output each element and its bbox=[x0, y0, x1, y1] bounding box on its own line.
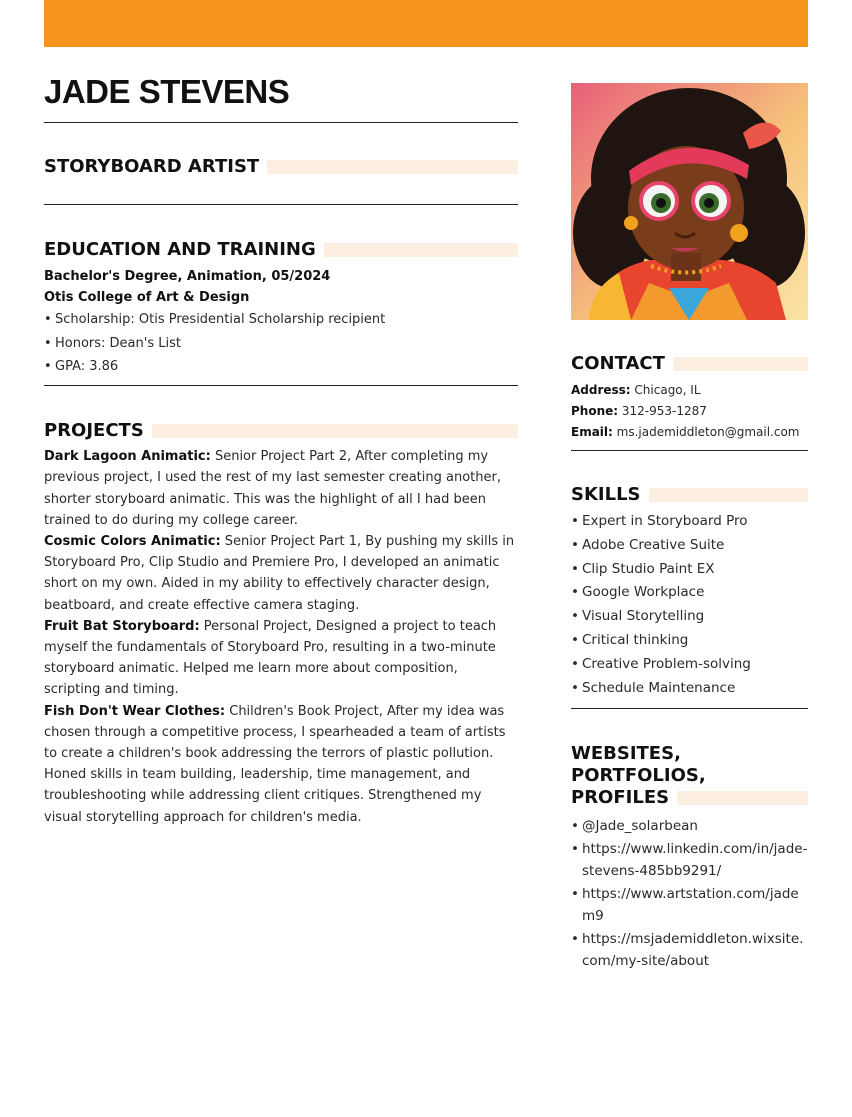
project-description: Senior Project Part 1, By pushing my skills in Storyboard Pro, Clip Studio and Premiere Pro, I developed an animatic short on my own. Aided in my ability to effectively character design, beatboard, and create effective camera staging. bbox=[44, 533, 515, 613]
project-item bbox=[44, 701, 518, 828]
contact-heading bbox=[571, 353, 808, 375]
websites-heading-text-1: WEBSITES, PORTFOLIOS, bbox=[571, 743, 706, 787]
project-title: Fish Don't Wear Clothes: bbox=[44, 703, 226, 719]
contact-heading-text: CONTACT bbox=[571, 353, 665, 374]
project-description: Senior Project Part 2, After completing my previous project, I used the rest of my last semester creating another, shorter storyboard animatic. This was the highlight of all I had been trained to do during my college career. bbox=[44, 449, 501, 528]
project-title: Cosmic Colors Animatic: bbox=[44, 533, 221, 549]
project-title: Fruit Bat Storyboard: bbox=[44, 618, 200, 634]
email-label: Email: bbox=[571, 425, 613, 439]
list-item: • Honors: Dean's List bbox=[44, 332, 518, 356]
candidate-name: JADE STEVENS bbox=[44, 73, 290, 110]
phone-value: 312-953-1287 bbox=[618, 404, 707, 418]
skills-list bbox=[571, 510, 808, 700]
divider bbox=[44, 385, 518, 386]
school-name: Otis College of Art & Design bbox=[44, 290, 250, 305]
project-item bbox=[44, 616, 518, 701]
education-heading-text: EDUCATION AND TRAINING bbox=[44, 239, 316, 260]
skills-heading bbox=[571, 484, 808, 506]
email-value: ms.jademiddleton@gmail.com bbox=[612, 425, 800, 439]
project-description: Personal Project, Designed a project to teach myself the fundamentals of Storyboard Pro, resulting in a two-minute storyboard animatic. Helped me learn more about composition, scripting and timing. bbox=[44, 618, 497, 698]
divider bbox=[571, 708, 808, 709]
divider bbox=[571, 450, 808, 451]
skill-item: • Clip Studio Paint EX bbox=[571, 558, 808, 582]
sidebar-column bbox=[571, 83, 808, 973]
website-link[interactable]: • @Jade_solarbean bbox=[571, 815, 808, 838]
divider bbox=[44, 204, 518, 205]
address-value: Chicago, IL bbox=[630, 383, 701, 397]
websites-heading-line2 bbox=[571, 787, 808, 809]
website-link[interactable]: • https://msjademiddleton.wixsite.com/my-site/about bbox=[571, 928, 808, 973]
skills-heading-text: SKILLS bbox=[571, 484, 641, 505]
header-accent-bar bbox=[44, 0, 808, 47]
contact-email bbox=[571, 422, 808, 443]
degree-line: Bachelor's Degree, Animation, 05/2024 bbox=[44, 269, 331, 284]
skill-item: • Google Workplace bbox=[571, 581, 808, 605]
skill-item: • Schedule Maintenance bbox=[571, 677, 808, 701]
projects-list bbox=[44, 446, 518, 828]
project-item bbox=[44, 446, 518, 531]
contact-details bbox=[571, 380, 808, 443]
list-item: • GPA: 3.86 bbox=[44, 355, 518, 379]
website-link[interactable]: • https://www.artstation.com/jadem9 bbox=[571, 883, 808, 928]
skill-item: • Creative Problem-solving bbox=[571, 653, 808, 677]
contact-phone bbox=[571, 401, 808, 422]
project-item bbox=[44, 531, 518, 616]
profile-portrait-image bbox=[571, 83, 808, 320]
education-list bbox=[44, 308, 518, 379]
phone-label: Phone: bbox=[571, 404, 619, 418]
list-item: • Scholarship: Otis Presidential Scholarship recipient bbox=[44, 308, 518, 332]
websites-list bbox=[571, 815, 808, 973]
contact-address bbox=[571, 380, 808, 401]
main-column bbox=[44, 72, 518, 828]
websites-heading-text-2: PROFILES bbox=[571, 787, 670, 809]
job-title: STORYBOARD ARTIST bbox=[44, 156, 260, 177]
website-link[interactable]: • https://www.linkedin.com/in/jade-stevens-485bb9291/ bbox=[571, 838, 808, 883]
heading-highlight bbox=[677, 791, 808, 805]
project-title: Dark Lagoon Animatic: bbox=[44, 449, 211, 465]
skill-item: • Visual Storytelling bbox=[571, 605, 808, 629]
heading-highlight bbox=[649, 488, 808, 502]
skill-item: • Adobe Creative Suite bbox=[571, 534, 808, 558]
websites-heading bbox=[571, 743, 808, 809]
websites-heading-line1 bbox=[571, 743, 808, 787]
skill-item: • Critical thinking bbox=[571, 629, 808, 653]
projects-heading bbox=[44, 420, 518, 442]
job-title-heading bbox=[44, 156, 518, 178]
address-label: Address: bbox=[571, 383, 631, 397]
projects-heading-text: PROJECTS bbox=[44, 420, 144, 442]
project-description: Children's Book Project, After my idea was chosen through a competitive process, I spearheaded a team of artists to create a children's book addressing the terrors of plastic pollution. Honed skills in team building, leadership, time management, and troubleshooting while addressing client critiques. Strengthened my visual storytelling approach for children's media. bbox=[44, 703, 506, 825]
education-heading bbox=[44, 239, 518, 261]
heading-highlight bbox=[267, 160, 518, 174]
heading-highlight bbox=[152, 424, 518, 438]
skill-item: • Expert in Storyboard Pro bbox=[571, 510, 808, 534]
heading-highlight bbox=[324, 243, 518, 257]
divider bbox=[44, 122, 518, 123]
heading-highlight bbox=[673, 357, 808, 371]
